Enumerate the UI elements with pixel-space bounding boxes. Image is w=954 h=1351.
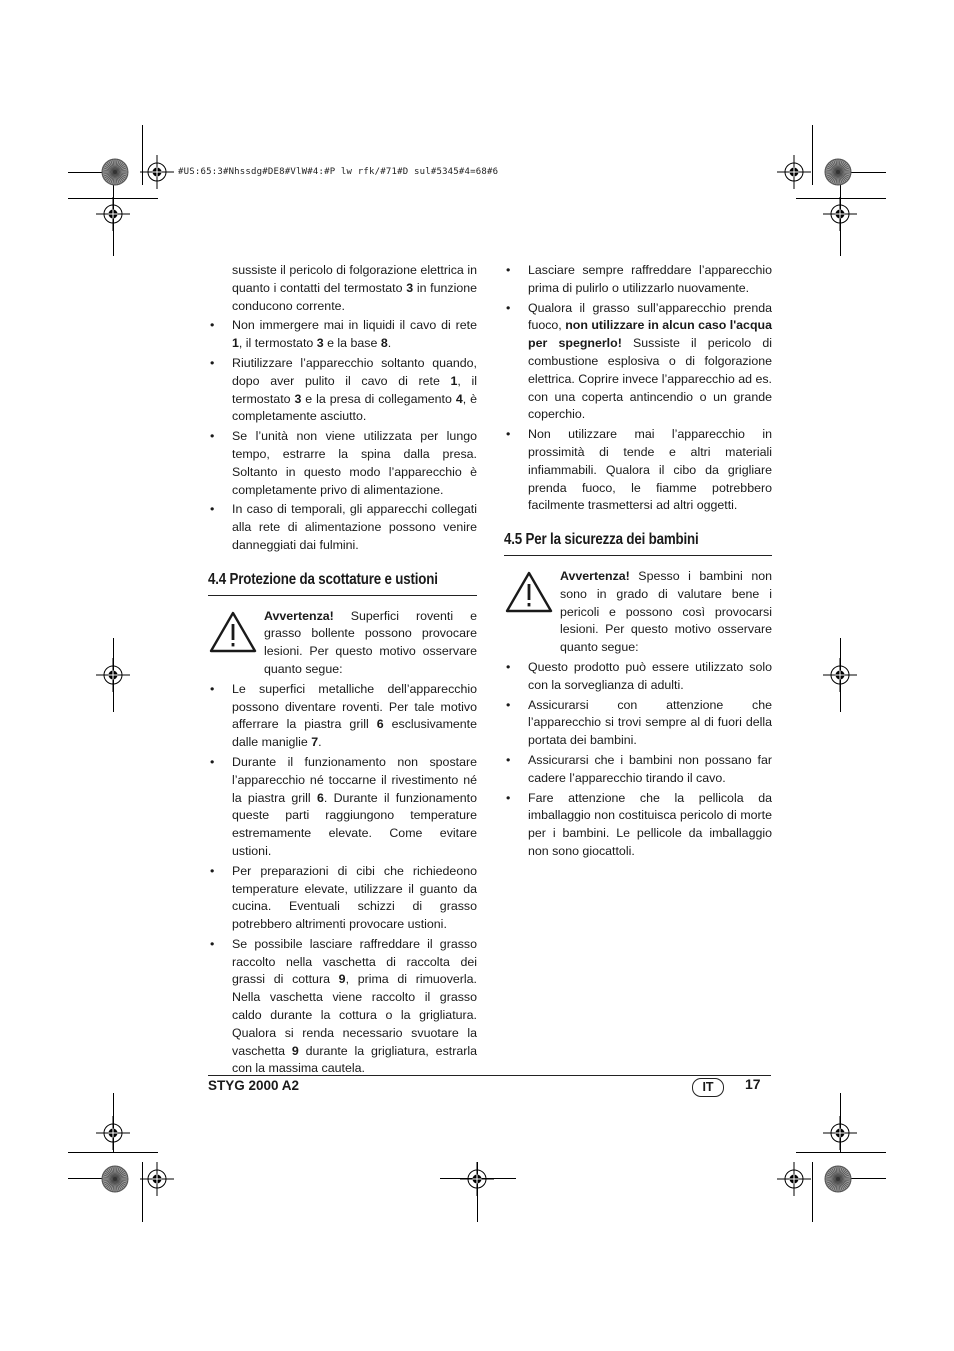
section-title: 4.5 Per la sicurezza dei bambini <box>504 531 699 549</box>
bullet-list-electrical <box>208 317 477 554</box>
section-heading-4-4 <box>208 571 477 596</box>
language-badge: IT <box>692 1078 724 1097</box>
registration-mark-icon <box>777 1162 811 1196</box>
right-column <box>504 262 772 863</box>
warning-label: Avvertenza! <box>560 568 630 583</box>
list-item: • Fare attenzione che la pellicola da imballaggio non costituisca pericolo di morte per i bambini. Le pellicole da imballaggio non sono giocattoli. <box>504 790 772 861</box>
list-item: • Riutilizzare l’apparecchio soltanto quando, dopo aver pulito il cavo di rete 1, il termostato 3 e la presa di collegamento 4, è completamente asciutto. <box>208 355 477 426</box>
registration-mark-icon <box>96 658 130 692</box>
registration-mark-icon <box>823 658 857 692</box>
list-item: • Le superfici metalliche dell’apparecchio possono diventare roventi. Per tale motivo afferrare la piastra grill 6 esclusivamente dalle maniglie 7. <box>208 681 477 752</box>
registration-mark-icon <box>96 197 130 231</box>
list-item: • Durante il funzionamento non spostare l’apparecchio né toccarne il rivestimento né la piastra grill 6. Durante il funzionamento queste parti raggiungono temperature estremamente elevate. Come evitare ustioni. <box>208 754 477 861</box>
list-item: • Se l’unità non viene utilizzata per lungo tempo, estrarre la spina dalla presa. Soltanto in questo modo l’apparecchio è completamente privo di alimentazione. <box>208 428 477 499</box>
footer-rule <box>208 1075 771 1076</box>
section-title: 4.4 Protezione da scottature e ustioni <box>208 570 438 588</box>
color-wheel-icon <box>824 158 852 186</box>
page-number: 17 <box>745 1076 761 1092</box>
registration-mark-icon <box>777 155 811 189</box>
intro-continuation: sussiste il pericolo di folgorazione elettrica in quanto i contatti del termostato 3 in funzione conducono corrente. <box>232 263 478 313</box>
registration-mark-icon <box>96 1116 130 1150</box>
crop-line <box>812 1162 813 1222</box>
warning-label: Avvertenza! <box>264 608 334 623</box>
warning-triangle-icon <box>504 570 554 614</box>
header-print-code: #US:65:3#Nhssdg#DE8#VlW#4:#P lw rfk/#71#D sul#5345#4=68#6 <box>178 167 499 177</box>
bullet-list-burns <box>208 681 477 1079</box>
color-wheel-icon <box>824 1165 852 1193</box>
list-item: • Assicurarsi con attenzione che l’apparecchio si trovi sempre al di fuori della portata dei bambini. <box>504 697 772 750</box>
registration-mark-icon <box>823 197 857 231</box>
section-heading-4-5 <box>504 531 772 556</box>
footer-model: STYG 2000 A2 <box>208 1078 300 1093</box>
left-column <box>208 262 477 1080</box>
warning-text: Avvertenza! Superfici roventi e grasso bollente possono provocare lesioni. Per questo motivo osservare quanto segue: <box>264 608 477 676</box>
registration-mark-icon <box>140 1162 174 1196</box>
warning-block-children <box>504 568 772 657</box>
list-item: • Questo prodotto può essere utilizzato solo con la sorveglianza di adulti. <box>504 659 772 695</box>
bullet-list-fire <box>504 262 772 515</box>
list-item: • Assicurarsi che i bambini non possano far cadere l’apparecchio tirando il cavo. <box>504 752 772 788</box>
crop-line <box>796 1152 886 1153</box>
warning-triangle-icon <box>208 610 258 654</box>
list-item: • Non utilizzare mai l’apparecchio in prossimità di tende e altri materiali infiammabili. Qualora il cibo da grigliare prenda fuoco, le fiamme potrebbero facilmente trasmettersi ad altri oggetti. <box>504 426 772 515</box>
list-item: • Per preparazioni di cibi che richiedeono temperature elevate, utilizzare il guanto da cucina. Eventuali schizzi di grasso potrebbero altrimenti provocare ustioni. <box>208 863 477 934</box>
list-item: • In caso di temporali, gli apparecchi collegati alla rete di alimentazione possono venire danneggiati dai fulmini. <box>208 501 477 554</box>
warning-block-burns <box>208 608 477 679</box>
color-wheel-icon <box>101 1165 129 1193</box>
color-wheel-icon <box>101 158 129 186</box>
list-item: • Non immergere mai in liquidi il cavo di rete 1, il termostato 3 e la base 8. <box>208 317 477 353</box>
warning-text: Avvertenza! Spesso i bambini non sono in grado di valutare bene i pericoli e possono così provocarsi lesioni. Per questo motivo osservare quanto segue: <box>560 568 772 655</box>
list-item: • Se possibile lasciare raffreddare il grasso raccolto nella vaschetta di raccolta dei grassi di cottura 9, prima di rimuoverla. Nella vaschetta viene raccolto il grasso caldo durante la cottura o la grigliatura. Qualora si renda necessario svuotare la vaschetta 9 durante la grigliatura, estrarla con la massima cautela. <box>208 936 477 1078</box>
crop-line <box>812 125 813 185</box>
registration-mark-icon <box>823 1116 857 1150</box>
list-item: • Lasciare sempre raffreddare l’apparecchio prima di pulirlo o utilizzarlo nuovamente. <box>504 262 772 298</box>
list-item: • Qualora il grasso sull’apparecchio prenda fuoco, non utilizzare in alcun caso l'acqua per spegnerlo! Sussiste il pericolo di combustione esplosiva o di folgorazione elettrica. Coprire invece l’apparecchio ad es. con una coperta antincendio o un grande coperchio. <box>504 300 772 425</box>
registration-mark-icon <box>460 1162 494 1196</box>
registration-mark-icon <box>140 155 174 189</box>
bullet-list-children <box>504 659 772 861</box>
